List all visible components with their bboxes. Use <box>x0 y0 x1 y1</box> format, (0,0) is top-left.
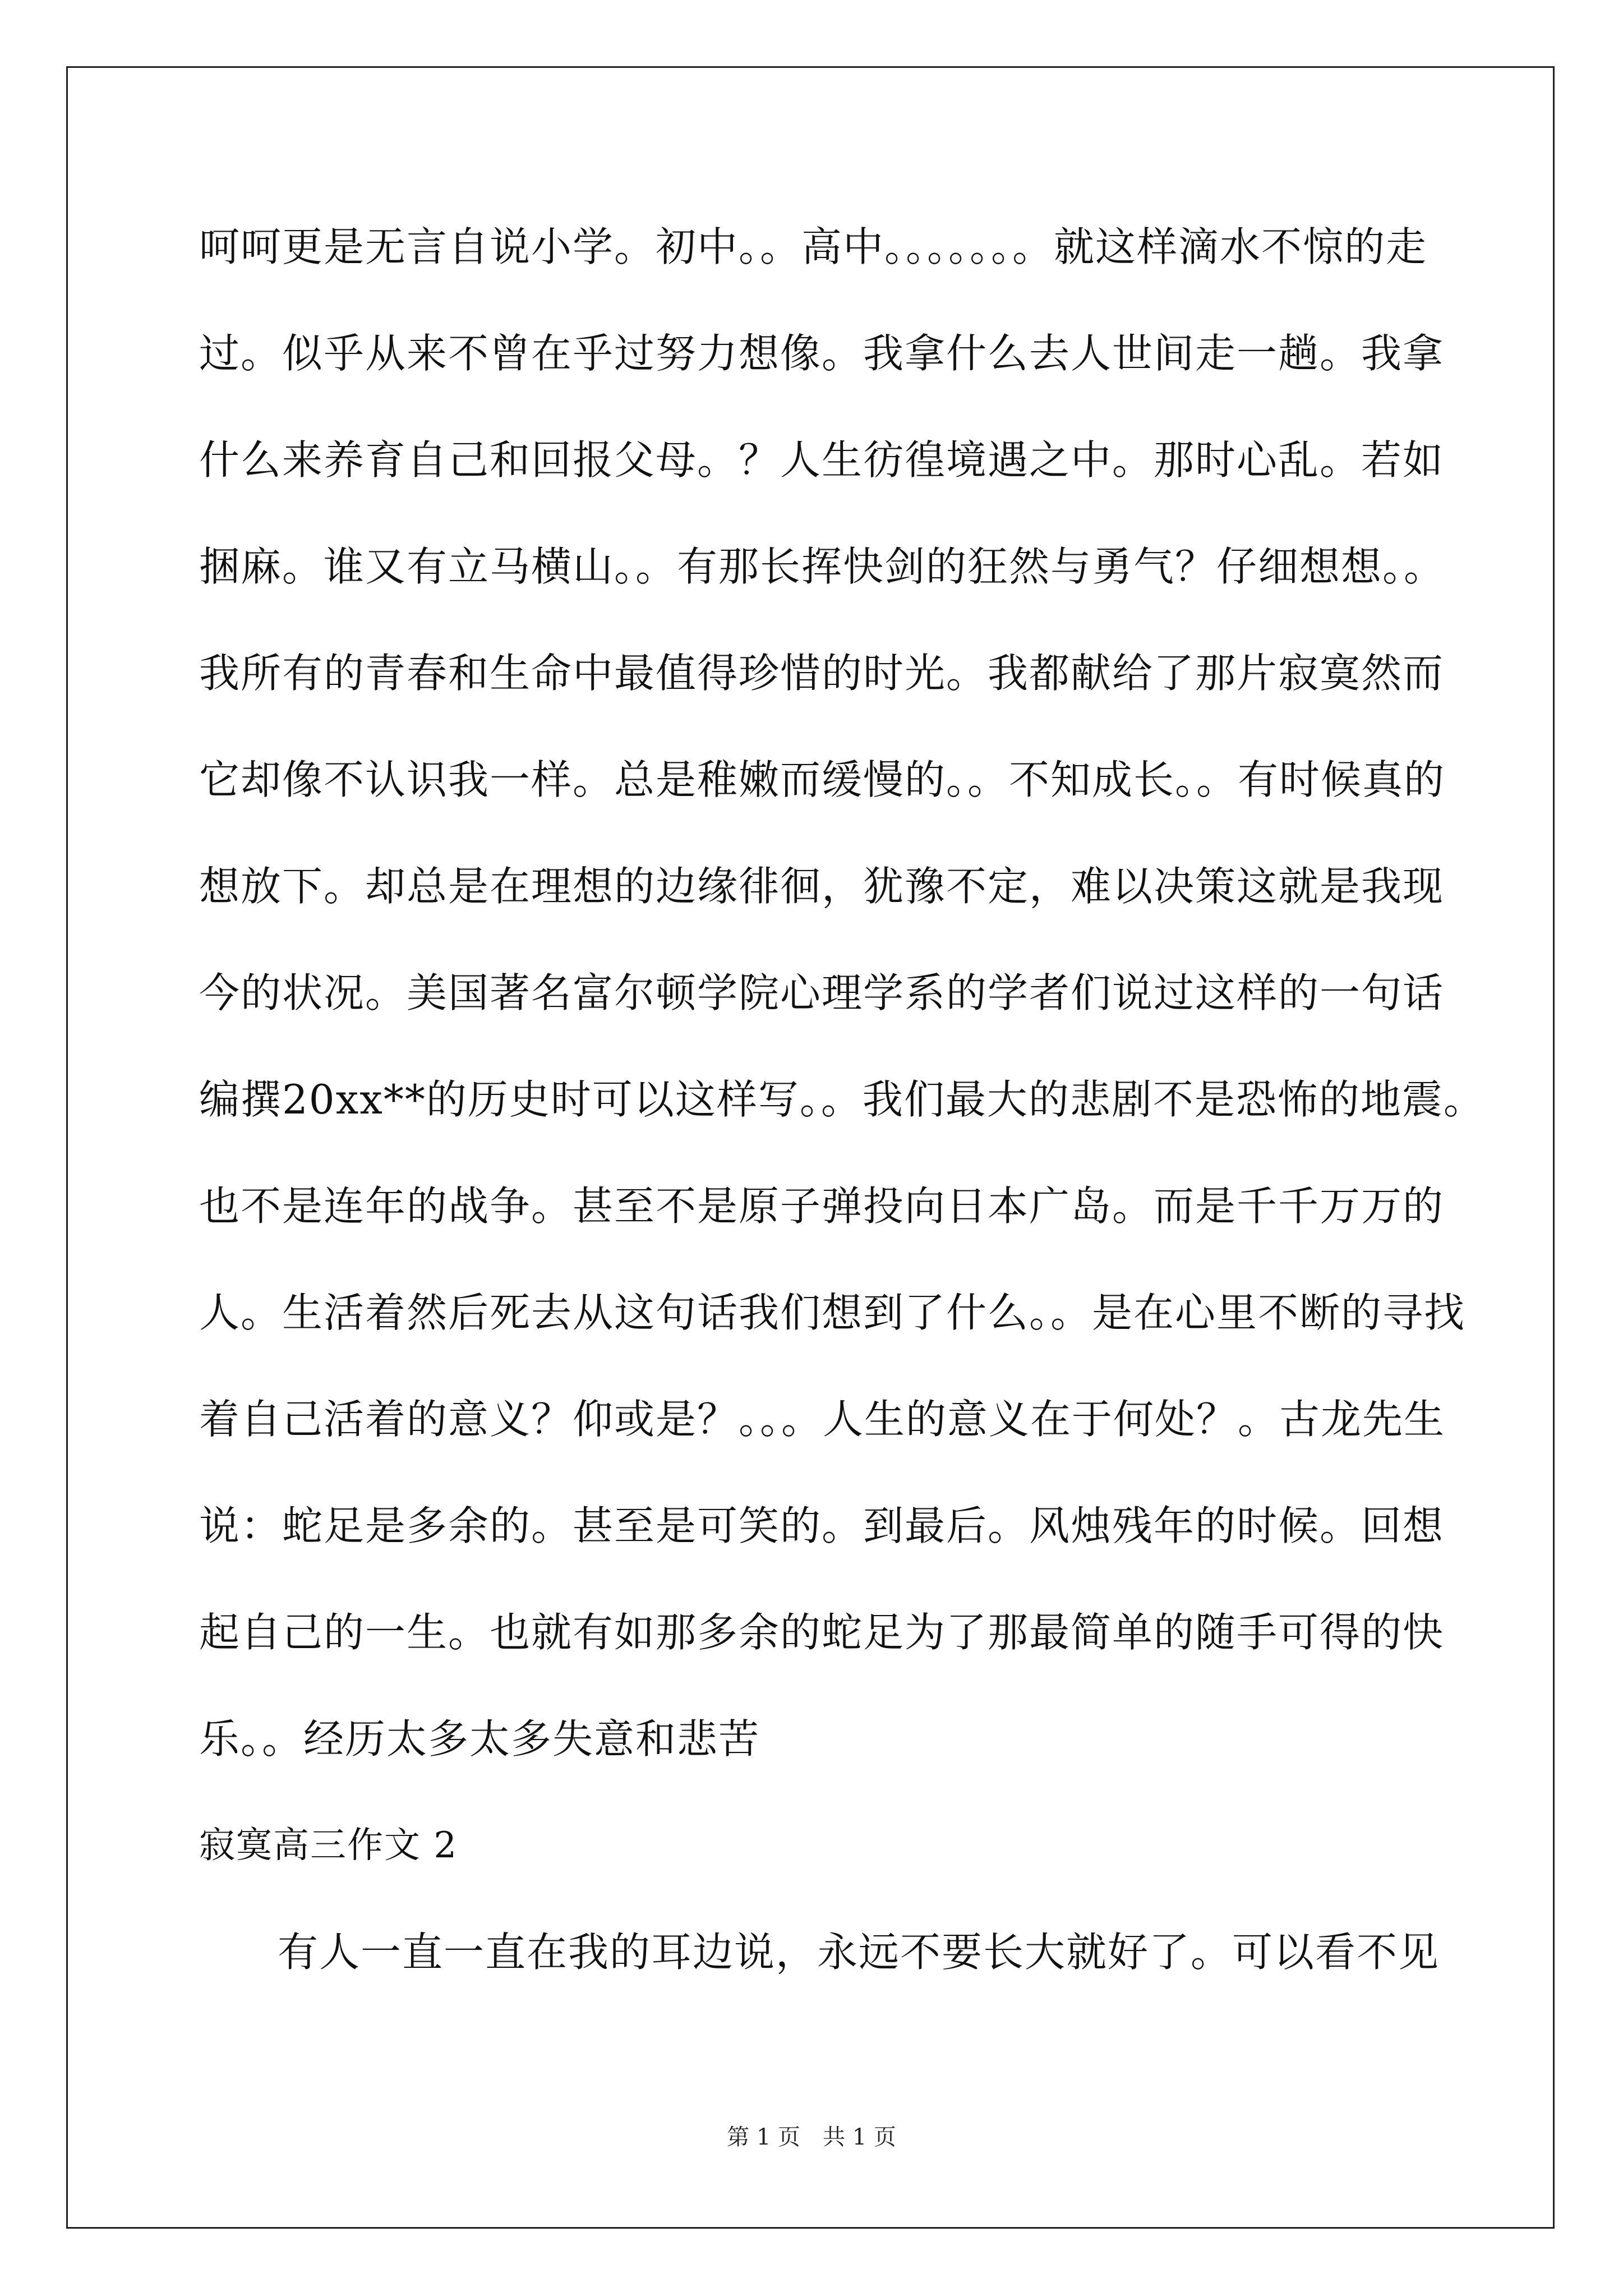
text-line-6: 它却像不认识我一样。总是稚嫩而缓慢的。。不知成长。。有时候真的 <box>199 756 1446 803</box>
text-line-13: 说：蛇足是多余的。甚至是可笑的。到最后。风烛残年的时候。回想 <box>199 1502 1445 1549</box>
page-number: 第 1 页 共 1 页 <box>727 2124 896 2150</box>
paragraph-start: 有人一直一直在我的耳边说，永远不要长大就好了。可以看不见 <box>278 1929 1440 1976</box>
text-line-14: 起自己的一生。也就有如那多余的蛇足为了那最简单的随手可得的快 <box>199 1609 1445 1656</box>
text-line-7: 想放下。却总是在理想的边缘徘徊，犹豫不定，难以决策这就是我现 <box>199 863 1445 910</box>
text-line-2: 过。似乎从来不曾在乎过努力想像。我拿什么去人世间走一趟。我拿 <box>199 330 1445 377</box>
text-line-15: 乐。。经历太多太多失意和悲苦 <box>199 1715 760 1763</box>
text-line-9: 编撰20xx**的历史时可以这样写。。我们最大的悲剧不是恐怖的地震。 <box>199 1076 1485 1123</box>
text-line-8: 今的状况。美国著名富尔顿学院心理学系的学者们说过这样的一句话 <box>199 969 1445 1016</box>
text-line-5: 我所有的青春和生命中最值得珍惜的时光。我都献给了那片寂寞然而 <box>199 650 1445 697</box>
text-line-4: 捆麻。谁又有立马横山。。有那长挥快剑的狂然与勇气？仔细想想。。 <box>199 543 1446 590</box>
text-line-1: 呵呵更是无言自说小学。初中。。高中。。。。。。。就这样滴水不惊的走 <box>199 223 1428 270</box>
document-body <box>199 216 1485 2028</box>
text-line-12: 着自己活着的意义？仰或是？。。。人生的意义在于何处？。古龙先生 <box>199 1396 1446 1443</box>
section-title: 寂寞高三作文 2 <box>199 1825 458 1866</box>
text-line-10: 也不是连年的战争。甚至不是原子弹投向日本广岛。而是千千万万的 <box>199 1182 1445 1230</box>
text-line-3: 什么来养育自己和回报父母。？人生彷徨境遇之中。那时心乱。若如 <box>199 436 1445 484</box>
text-line-11: 人。生活着然后死去从这句话我们想到了什么。。是在心里不断的寻找 <box>199 1289 1466 1336</box>
